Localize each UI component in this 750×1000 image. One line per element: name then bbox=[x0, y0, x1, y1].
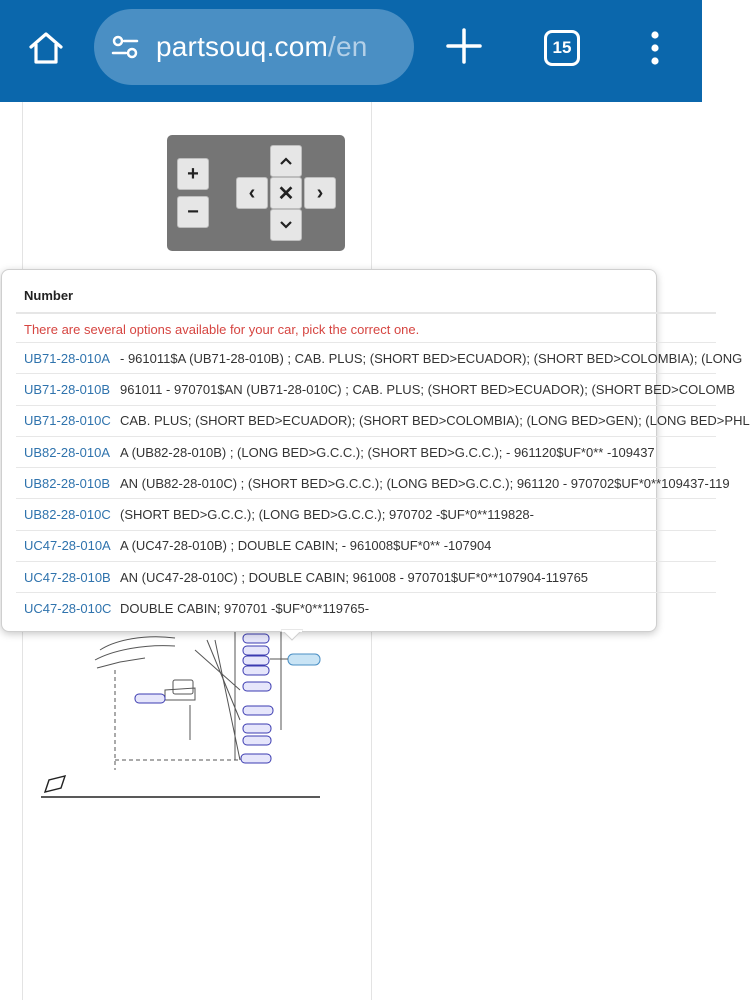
pan-left-button[interactable]: ‹ bbox=[236, 177, 268, 209]
parts-diagram[interactable] bbox=[35, 620, 335, 810]
table-row[interactable] bbox=[16, 436, 716, 467]
table-row[interactable] bbox=[16, 467, 730, 498]
more-vert-icon[interactable] bbox=[640, 28, 670, 68]
part-number-link[interactable]: UC47-28-010B bbox=[24, 569, 111, 585]
part-options-list bbox=[16, 342, 750, 624]
part-number-link[interactable]: UB71-28-010C bbox=[24, 413, 111, 429]
part-number-link[interactable]: UB71-28-010B bbox=[24, 381, 110, 397]
url-path: /en bbox=[328, 31, 368, 62]
pan-up-button[interactable] bbox=[270, 145, 302, 177]
part-number-link[interactable]: UB82-28-010C bbox=[24, 507, 111, 523]
divider bbox=[16, 312, 716, 314]
options-warning: There are several options available for your car, pick the correct one. bbox=[24, 322, 420, 337]
column-header-number: Number bbox=[24, 288, 74, 303]
table-row[interactable] bbox=[16, 498, 716, 529]
popup-pointer bbox=[282, 630, 302, 642]
tune-icon[interactable] bbox=[110, 32, 140, 62]
home-icon bbox=[26, 28, 66, 68]
plus-icon[interactable] bbox=[444, 26, 484, 66]
address-bar[interactable] bbox=[94, 9, 414, 85]
part-description: A (UB82-28-010B) ; (LONG BED>G.C.C.); (SHORT BED>G.C.C.); - 961120$UF*0** -109437 bbox=[120, 444, 655, 460]
browser-toolbar bbox=[0, 0, 702, 102]
part-number-link[interactable]: UB82-28-010B bbox=[24, 475, 110, 491]
part-description: CAB. PLUS; (SHORT BED>ECUADOR); (SHORT BED>COLOMBIA); (LONG BED>GEN); (LONG BED>PHL bbox=[120, 413, 750, 429]
table-row[interactable] bbox=[16, 530, 716, 561]
url-domain: partsouq.com bbox=[156, 31, 329, 62]
reset-view-button[interactable]: ✕ bbox=[270, 177, 302, 209]
part-description: - 961011$A (UB71-28-010B) ; CAB. PLUS; (SHORT BED>ECUADOR); (SHORT BED>COLOMBIA); (LONG bbox=[120, 350, 743, 366]
part-number-link[interactable]: UB82-28-010A bbox=[24, 444, 110, 460]
table-row[interactable] bbox=[16, 342, 743, 373]
tab-switcher-button[interactable]: 15 bbox=[544, 30, 580, 66]
table-row[interactable] bbox=[16, 405, 750, 436]
part-description: 961011 - 970701$AN (UB71-28-010C) ; CAB. PLUS; (SHORT BED>ECUADOR); (SHORT BED>COLOMB bbox=[120, 381, 736, 397]
url-text[interactable] bbox=[156, 31, 368, 63]
part-description: DOUBLE CABIN; 970701 -$UF*0**119765- bbox=[120, 601, 370, 617]
zoom-out-button[interactable]: − bbox=[177, 196, 209, 228]
zoom-in-button[interactable]: + bbox=[177, 158, 209, 190]
part-description: AN (UC47-28-010C) ; DOUBLE CABIN; 961008 - 970701$UF*0**107904-119765 bbox=[120, 569, 589, 585]
home-button[interactable] bbox=[24, 26, 68, 70]
pan-down-button[interactable] bbox=[270, 209, 302, 241]
part-number-link[interactable]: UB71-28-010A bbox=[24, 350, 110, 366]
part-description: AN (UB82-28-010C) ; (SHORT BED>G.C.C.); (LONG BED>G.C.C.); 961120 - 970702$UF*0**109437-119 bbox=[120, 475, 730, 491]
part-number-link[interactable]: UC47-28-010C bbox=[24, 601, 112, 617]
table-row[interactable] bbox=[16, 561, 716, 592]
chevron-down-icon bbox=[279, 220, 293, 230]
table-row[interactable] bbox=[16, 373, 736, 404]
part-description: (SHORT BED>G.C.C.); (LONG BED>G.C.C.); 970702 -$UF*0**119828- bbox=[120, 507, 534, 523]
pan-right-button[interactable]: › bbox=[304, 177, 336, 209]
part-description: A (UC47-28-010B) ; DOUBLE CABIN; - 961008$UF*0** -107904 bbox=[120, 538, 492, 554]
chevron-up-icon bbox=[279, 156, 293, 166]
zoom-pan-controls bbox=[167, 135, 345, 251]
table-row[interactable] bbox=[16, 592, 716, 623]
part-number-link[interactable]: UC47-28-010A bbox=[24, 538, 111, 554]
part-options-popup bbox=[1, 269, 750, 632]
